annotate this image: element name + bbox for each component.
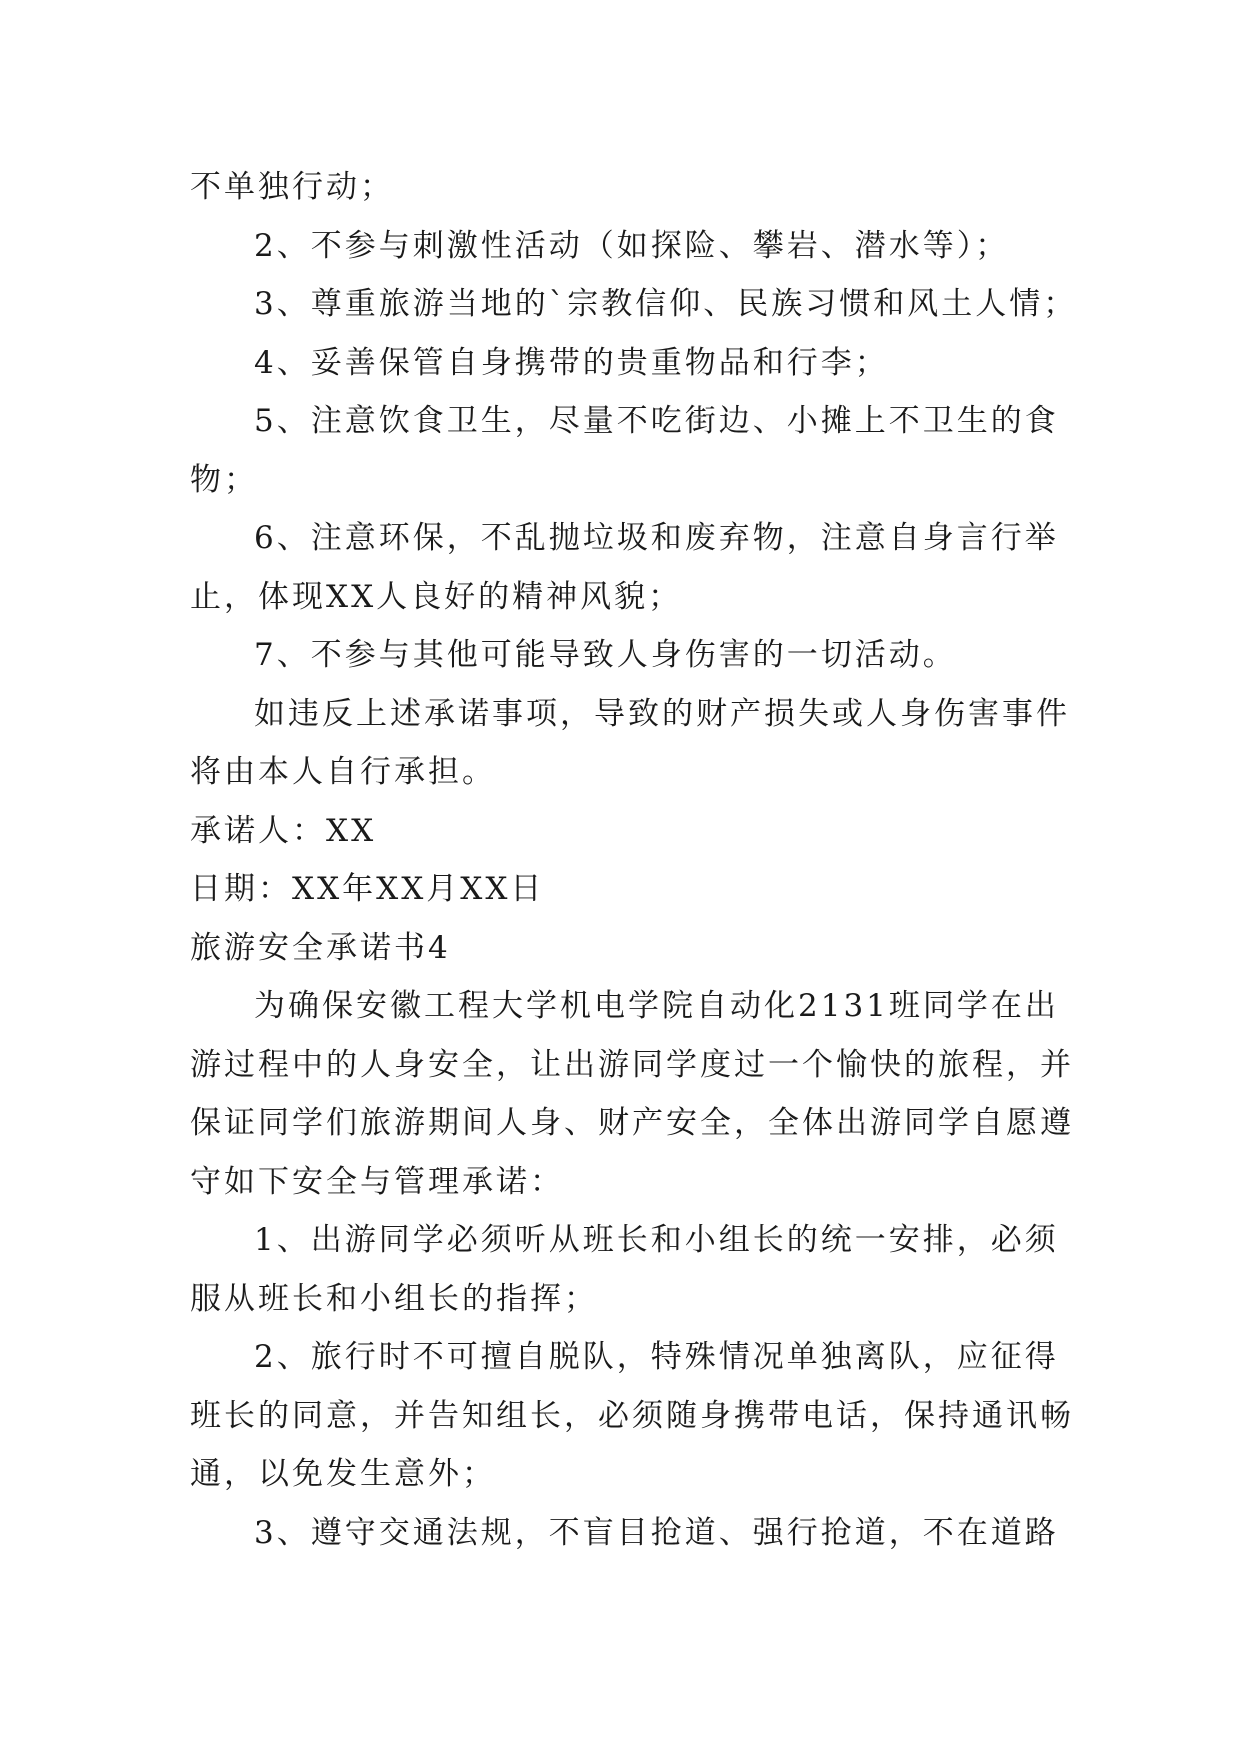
text-line: 6、注意环保，不乱抛垃圾和废弃物，注意自身言行举 xyxy=(254,520,1059,556)
text-line: 不单独行动； xyxy=(190,169,394,205)
section-title: 旅游安全承诺书4 xyxy=(190,929,451,966)
text-line: 保证同学们旅游期间人身、财产安全，全体出游同学自愿遵 xyxy=(190,1105,1074,1141)
text-line: 5、注意饮食卫生，尽量不吃街边、小摊上不卫生的食 xyxy=(254,403,1059,439)
text-line: 如违反上述承诺事项，导致的财产损失或人身伤害事件 xyxy=(254,695,1070,732)
text-line: 2、旅行时不可擅自脱队，特殊情况单独离队，应征得 xyxy=(254,1339,1059,1375)
text-line: 服从班长和小组长的指挥； xyxy=(190,1280,598,1317)
text-line: 游过程中的人身安全，让出游同学度过一个愉快的旅程，并 xyxy=(190,1046,1074,1083)
text-line: 止，体现XX人良好的精神风貌； xyxy=(190,578,683,615)
date-line: 日期：XX年XX月XX日 xyxy=(190,871,545,907)
signatory-line: 承诺人：XX xyxy=(190,812,377,849)
text-line: 守如下安全与管理承诺： xyxy=(190,1163,564,1200)
text-line: 班长的同意，并告知组长，必须随身携带电话，保持通讯畅 xyxy=(190,1397,1074,1434)
text-line: 7、不参与其他可能导致人身伤害的一切活动。 xyxy=(254,637,957,673)
text-line: 物； xyxy=(190,461,258,498)
text-line: 3、尊重旅游当地的`宗教信仰、民族习惯和风土人情； xyxy=(254,286,1078,322)
text-line: 3、遵守交通法规，不盲目抢道、强行抢道，不在道路 xyxy=(254,1514,1059,1551)
text-line: 通，以免发生意外； xyxy=(190,1456,496,1492)
text-line: 将由本人自行承担。 xyxy=(190,754,496,790)
text-line: 为确保安徽工程大学机电学院自动化2131班同学在出 xyxy=(254,988,1059,1024)
document-body xyxy=(190,158,1078,1562)
text-line: 4、妥善保管自身携带的贵重物品和行李； xyxy=(254,344,889,381)
text-line: 2、不参与刺激性活动（如探险、攀岩、潜水等）； xyxy=(254,227,1010,264)
text-line: 1、出游同学必须听从班长和小组长的统一安排，必须 xyxy=(254,1222,1059,1258)
